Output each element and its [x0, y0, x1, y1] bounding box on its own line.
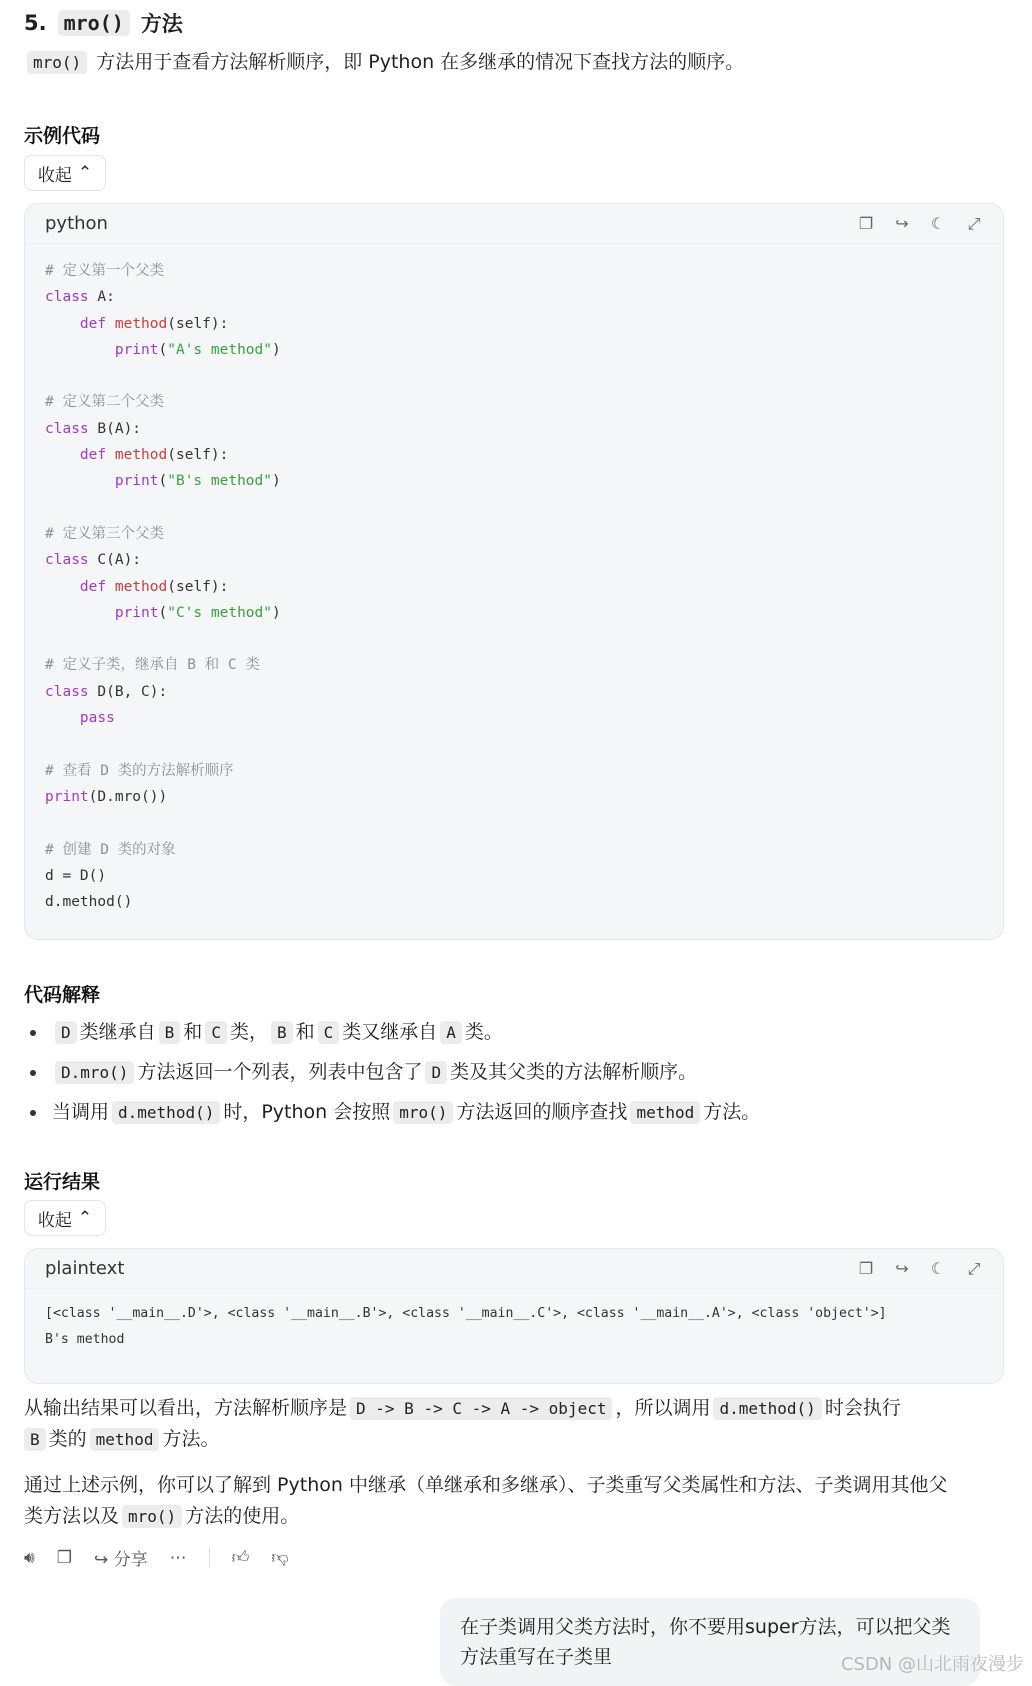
code-token: def: [79, 315, 107, 332]
text: 类及其父类的方法解析顺序。: [450, 1061, 698, 1083]
code-toolbar: [857, 214, 983, 234]
inline-code: d.method(): [713, 1397, 821, 1420]
code-line: [45, 284, 983, 310]
output-block: [24, 1248, 1004, 1384]
copy-icon[interactable]: ❐: [858, 1258, 874, 1278]
code-token: class: [45, 420, 89, 437]
inline-code: B: [24, 1428, 46, 1451]
code-token: class: [45, 289, 89, 306]
code-token: (: [158, 341, 168, 358]
speaker-icon[interactable]: 🔊︎: [24, 1547, 35, 1568]
code-language: python: [45, 213, 108, 234]
code-token: # 定义第一个父类: [45, 263, 164, 279]
code-token: def: [79, 447, 107, 464]
code-token: (self):: [167, 447, 229, 464]
text: 时，Python 会按照: [223, 1101, 391, 1123]
inline-code: D: [425, 1061, 447, 1084]
text: 和: [295, 1021, 315, 1043]
code-header: [25, 204, 1003, 244]
output-line: [<class '__main__.D'>, <class '__main__.B'>, <class '__main__.C'>, <class '__main__.A'>, <class 'object'>]: [45, 1306, 887, 1321]
text: 从输出结果可以看出，方法解析顺序是: [24, 1397, 348, 1419]
text: 方法返回的顺序查找: [456, 1101, 628, 1123]
text: 类方法以及: [24, 1505, 120, 1527]
inline-code: d.method(): [112, 1101, 220, 1124]
code-line: [45, 547, 983, 573]
copy-icon[interactable]: ❐: [56, 1547, 72, 1568]
conclusion-paragraph-1: [24, 1393, 1004, 1455]
text: 类的: [48, 1428, 87, 1450]
inline-code: C: [318, 1021, 340, 1044]
watermark: CSDN @山北雨夜漫步: [840, 1654, 1024, 1675]
output-header: [25, 1249, 1003, 1289]
explain-list: [24, 1012, 1004, 1132]
inline-code: B: [271, 1021, 293, 1044]
code-token: def: [79, 578, 107, 595]
code-token: "C's method": [167, 604, 272, 621]
text: 方法返回一个列表，列表中包含了: [137, 1061, 423, 1083]
list-item: [24, 1012, 1004, 1052]
code-line: [45, 652, 983, 678]
text: 类，: [229, 1021, 268, 1043]
code-token: (self):: [167, 315, 229, 332]
code-token: [45, 605, 115, 621]
output-line: B's method: [45, 1332, 125, 1348]
inline-code: D -> B -> C -> A -> object: [350, 1397, 612, 1420]
code-line: [45, 337, 983, 363]
code-token: print: [114, 341, 159, 358]
inline-code: mro(): [122, 1505, 182, 1528]
inline-code: D: [55, 1021, 77, 1044]
code-token: pass: [79, 710, 115, 727]
code-token: ): [272, 341, 281, 358]
code-line: [45, 889, 983, 915]
code-line: [45, 521, 983, 547]
code-token: A:: [88, 289, 115, 306]
text: 通过上述示例，你可以了解到 Python 中继承（单继承和多继承）、子类重写父类属性和方法、子类调用其他父: [24, 1474, 948, 1496]
thumbs-up-icon[interactable]: 👍︎: [231, 1548, 250, 1568]
code-token: print: [114, 473, 159, 490]
text: 方法的使用。: [185, 1505, 300, 1527]
copy-icon[interactable]: ❐: [858, 213, 874, 233]
code-line: [45, 574, 983, 600]
code-token: # 定义第三个父类: [45, 525, 164, 542]
code-line: [45, 863, 983, 889]
collapse-label: 收起: [37, 1210, 72, 1231]
code-token: class: [45, 683, 89, 700]
code-token: ): [272, 473, 281, 490]
code-token: method: [114, 447, 168, 464]
code-line: [45, 468, 983, 494]
intro-text: 方法用于查看方法解析顺序，即 Python 在多继承的情况下查找方法的顺序。: [96, 51, 745, 73]
inline-code: mro(): [393, 1101, 453, 1124]
text: 当调用: [52, 1101, 110, 1123]
code-line: [45, 705, 983, 731]
thumbs-down-icon[interactable]: 👎︎: [271, 1548, 289, 1568]
code-token: class: [45, 552, 89, 569]
code-token: (: [158, 473, 168, 490]
result-title: 运行结果: [24, 1171, 101, 1193]
code-line: [45, 389, 983, 415]
share-label: 分享: [113, 1550, 148, 1570]
code-line: [45, 258, 983, 284]
output-toolbar: [857, 1259, 983, 1279]
heading-number: 5.: [24, 11, 47, 35]
code-token: D(B, C):: [88, 683, 168, 700]
heading-text: 方法: [140, 12, 183, 36]
code-body: [25, 244, 1003, 931]
code-line: [45, 626, 983, 652]
text: 类又继承自: [342, 1021, 438, 1043]
code-token: # 创建 D 类的对象: [45, 841, 176, 858]
collapse-button-result[interactable]: [24, 1200, 106, 1236]
code-token: [45, 710, 80, 726]
collapse-label: 收起: [37, 165, 72, 186]
inline-code: D.mro(): [55, 1061, 134, 1084]
expand-icon[interactable]: ⤢: [967, 213, 981, 233]
code-line: [45, 784, 983, 810]
inline-code: A: [440, 1021, 462, 1044]
message-actions: [24, 1545, 289, 1570]
explain-title: 代码解释: [24, 984, 101, 1006]
conclusion-paragraph-2: [24, 1470, 1004, 1532]
chevron-up-icon: ⌃: [77, 163, 93, 183]
code-line: [45, 363, 983, 389]
code-token: (D.mro()): [88, 788, 168, 805]
text: 方法。: [703, 1101, 761, 1123]
more-icon[interactable]: ⋯: [169, 1547, 187, 1568]
code-token: # 定义第二个父类: [45, 394, 164, 411]
code-token: # 查看 D 类的方法解析顺序: [45, 762, 234, 779]
code-line: [45, 600, 983, 626]
chevron-up-icon: ⌃: [77, 1208, 93, 1228]
code-token: # 定义子类，继承自 B 和 C 类: [45, 657, 260, 674]
code-token: method: [114, 315, 168, 332]
example-title: 示例代码: [24, 125, 101, 147]
list-item: [24, 1092, 1004, 1132]
code-token: [45, 447, 80, 463]
code-line: [45, 758, 983, 784]
code-token: [45, 342, 115, 358]
wrap-icon[interactable]: ↪: [895, 1258, 909, 1278]
divider: [209, 1548, 210, 1568]
output-language: plaintext: [45, 1258, 125, 1279]
text: ，所以调用: [615, 1397, 711, 1419]
code-token: [106, 316, 115, 332]
text: 类。: [464, 1021, 503, 1043]
code-token: d = D(): [45, 867, 107, 884]
collapse-button[interactable]: [24, 155, 106, 191]
share-button[interactable]: ↪ 分享: [93, 1550, 148, 1570]
code-token: [45, 316, 80, 332]
code-line: [45, 495, 983, 521]
code-token: ): [272, 604, 281, 621]
text: 类继承自: [79, 1021, 156, 1043]
code-token: C(A):: [88, 552, 142, 569]
theme-moon-icon[interactable]: ☾: [930, 213, 946, 233]
section-heading: [24, 8, 183, 38]
text: 和: [183, 1021, 203, 1043]
code-token: "A's method": [167, 341, 272, 358]
user-message-bubble: 在子类调用父类方法时，你不要用super方法，可以把父类方法重写在子类里: [440, 1598, 980, 1686]
code-line: [45, 731, 983, 757]
inline-code: method: [630, 1101, 700, 1124]
code-line: [45, 810, 983, 836]
code-token: [45, 579, 80, 595]
code-token: print: [114, 604, 159, 621]
intro-paragraph: [24, 47, 744, 78]
heading-code: mro(): [58, 10, 130, 36]
theme-moon-icon[interactable]: ☾: [930, 1258, 946, 1278]
code-line: [45, 311, 983, 337]
code-line: [45, 442, 983, 468]
expand-icon[interactable]: ⤢: [967, 1258, 981, 1278]
code-line: [45, 416, 983, 442]
list-item: [24, 1052, 1004, 1092]
inline-code: method: [90, 1428, 160, 1451]
code-token: method: [114, 578, 168, 595]
inline-code: mro(): [27, 51, 87, 74]
inline-code: C: [205, 1021, 227, 1044]
code-token: "B's method": [167, 473, 272, 490]
code-token: print: [45, 788, 89, 805]
code-line: [45, 679, 983, 705]
code-line: [45, 837, 983, 863]
text: 时会执行: [824, 1397, 901, 1419]
code-token: (: [158, 604, 168, 621]
code-token: (self):: [167, 578, 229, 595]
code-token: [45, 473, 115, 489]
code-token: [106, 579, 115, 595]
code-token: B(A):: [88, 420, 142, 437]
text: 方法。: [162, 1428, 220, 1450]
code-token: [106, 447, 115, 463]
inline-code: B: [159, 1021, 181, 1044]
code-token: d.method(): [45, 894, 133, 911]
wrap-icon[interactable]: ↪: [895, 213, 909, 233]
output-body: [25, 1289, 1003, 1370]
code-block: [24, 203, 1004, 940]
